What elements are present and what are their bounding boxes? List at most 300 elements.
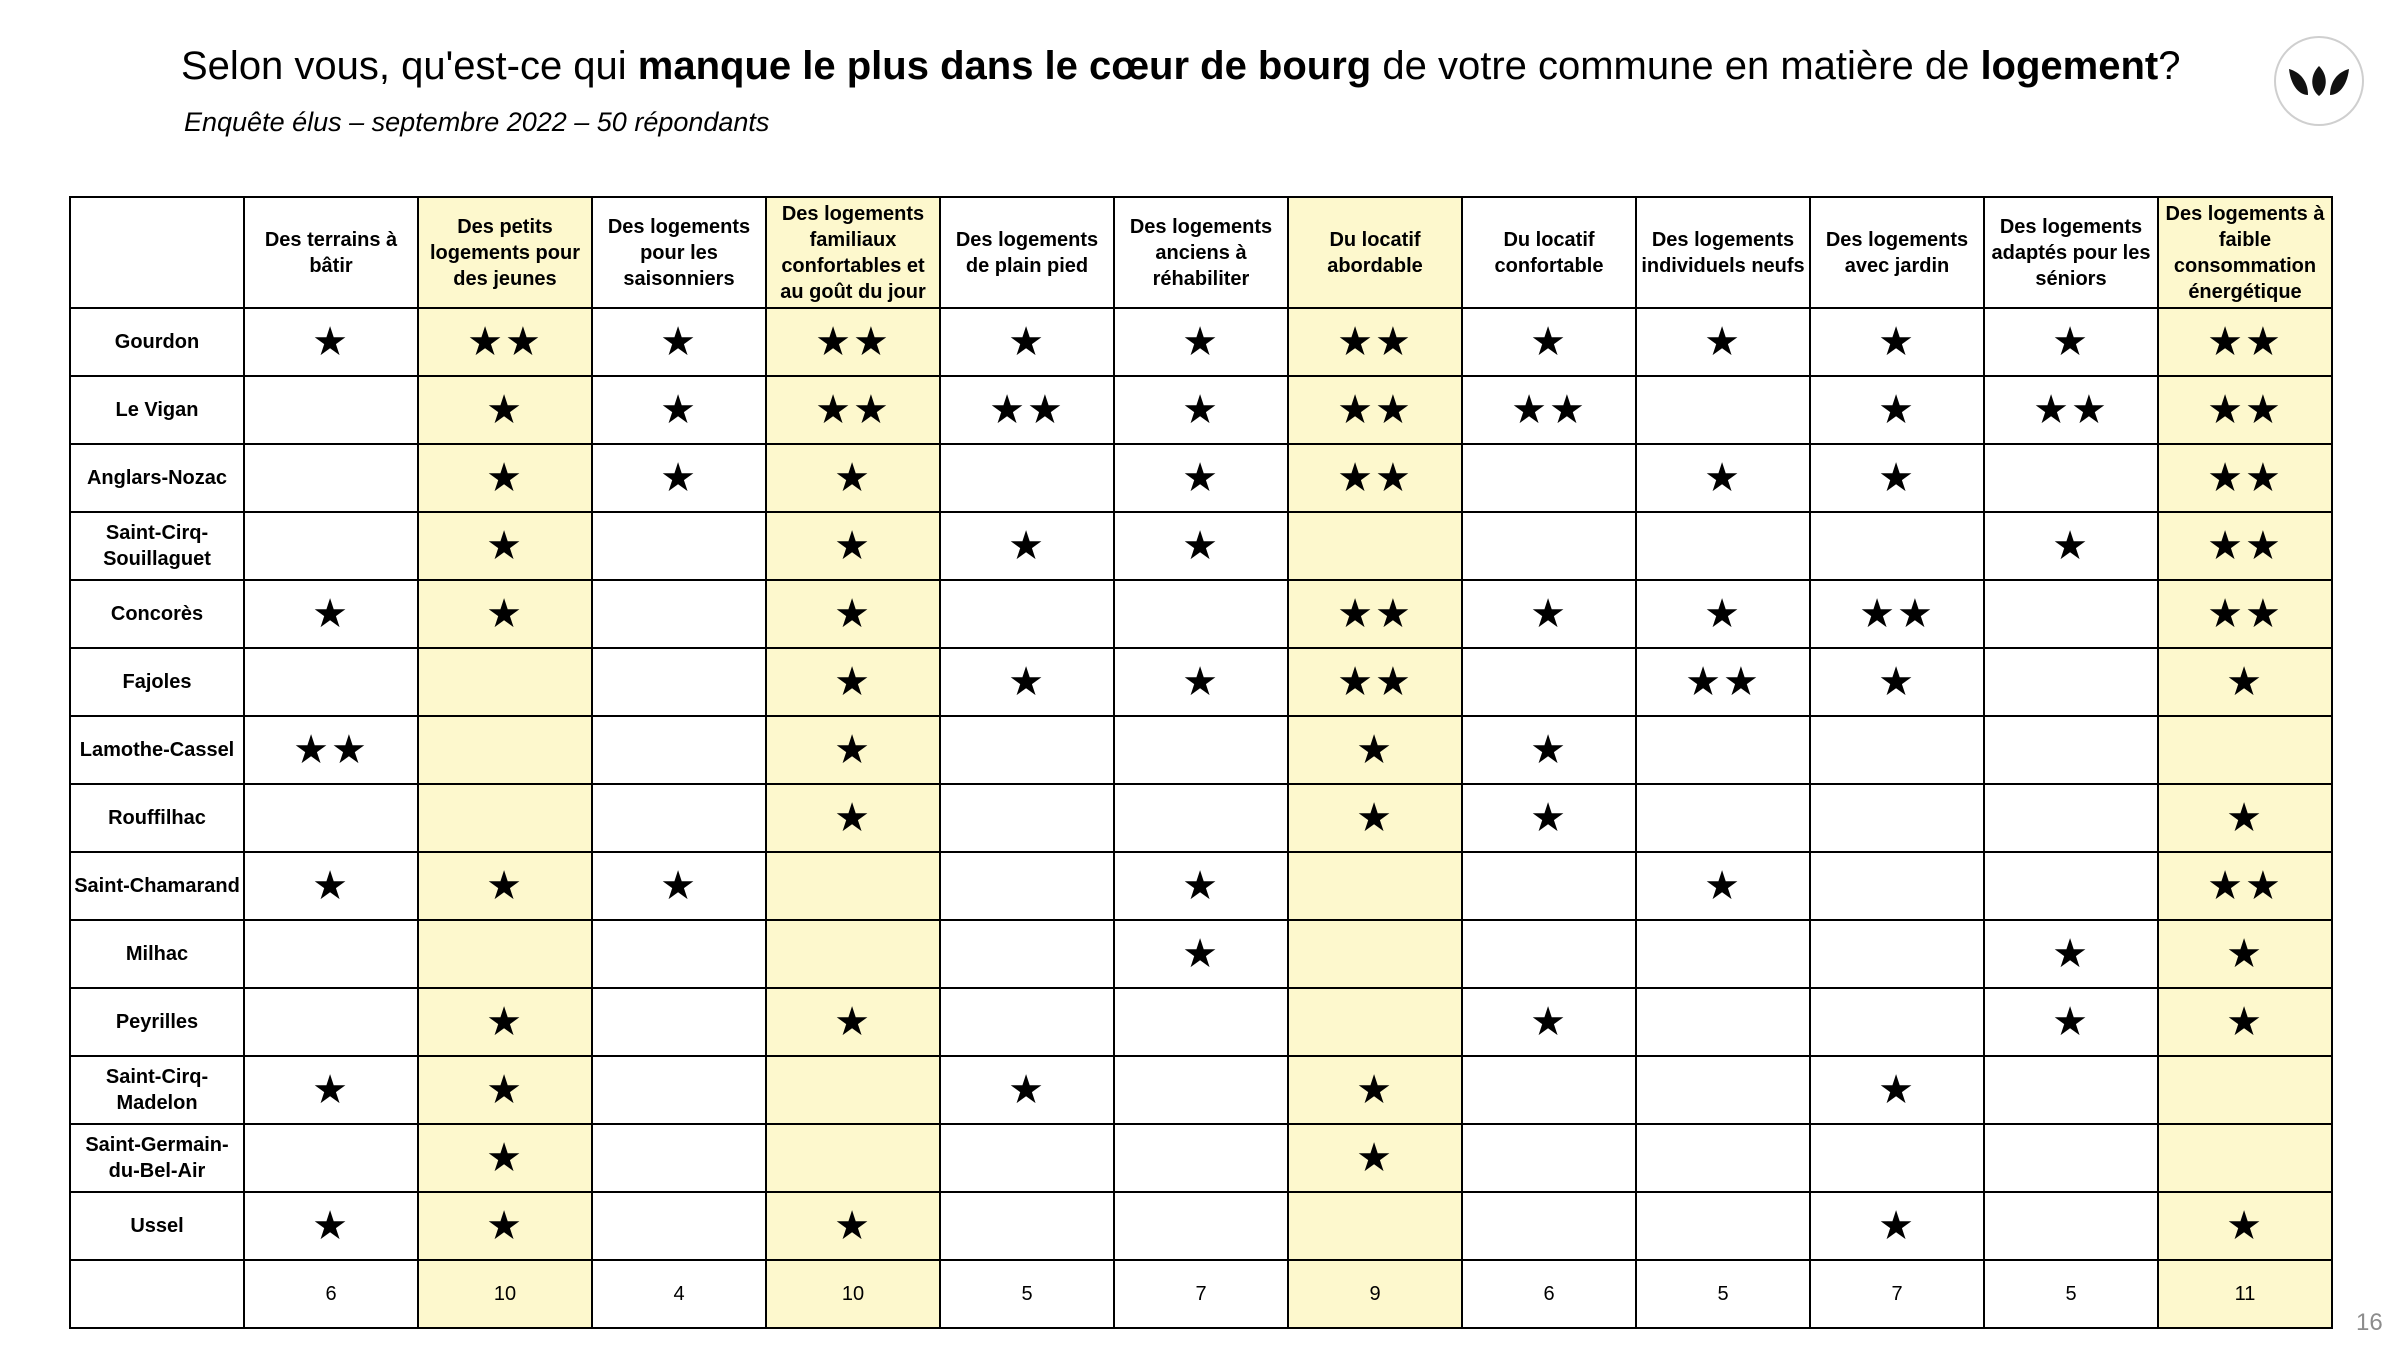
rating-cell xyxy=(940,920,1114,988)
commune-label: Anglars-Nozac xyxy=(70,444,244,512)
column-header xyxy=(1114,197,1288,308)
rating-cell xyxy=(766,376,940,444)
rating-cell xyxy=(940,308,1114,376)
star-icon: ★ xyxy=(1182,864,1220,908)
star-icon: ★ xyxy=(815,388,853,432)
rating-cell xyxy=(1114,852,1288,920)
header-row xyxy=(70,197,2332,308)
star-icon: ★ xyxy=(834,1204,872,1248)
rating-cell xyxy=(1114,920,1288,988)
total-count: 5 xyxy=(940,1260,1114,1328)
star-icon: ★ xyxy=(1511,388,1549,432)
column-header xyxy=(1462,197,1636,308)
star-icon: ★ xyxy=(1375,456,1413,500)
rating-cell xyxy=(1288,308,1462,376)
rating-cell xyxy=(418,580,592,648)
rating-cell xyxy=(1810,1192,1984,1260)
rating-cell xyxy=(244,308,418,376)
star-icon: ★ xyxy=(2207,320,2245,364)
star-icon: ★ xyxy=(1027,388,1065,432)
page-subtitle: Enquête élus – septembre 2022 – 50 répondants xyxy=(184,107,770,137)
star-icon: ★ xyxy=(2245,524,2283,568)
column-header xyxy=(2158,197,2332,308)
star-icon: ★ xyxy=(331,728,369,772)
rating-cell xyxy=(2158,920,2332,988)
star-icon: ★ xyxy=(2245,456,2283,500)
rating-cell xyxy=(1288,920,1462,988)
rating-cell xyxy=(1984,1056,2158,1124)
rating-cell xyxy=(1636,716,1810,784)
column-header-label: Du locatif abordable xyxy=(1327,228,1423,277)
rating-cell xyxy=(1636,376,1810,444)
total-count: 5 xyxy=(1984,1260,2158,1328)
rating-cell xyxy=(1984,512,2158,580)
star-icon: ★ xyxy=(1008,660,1046,704)
star-icon: ★ xyxy=(1356,728,1394,772)
rating-cell xyxy=(418,444,592,512)
star-icon: ★ xyxy=(834,592,872,636)
rating-cell xyxy=(766,444,940,512)
rating-cell xyxy=(1288,1124,1462,1192)
commune-label: Lamothe-Cassel xyxy=(70,716,244,784)
rating-cell xyxy=(1288,580,1462,648)
column-header-label: Des logements à faible consommation énergétique xyxy=(2165,202,2325,303)
star-icon: ★ xyxy=(1182,456,1220,500)
rating-cell xyxy=(1810,784,1984,852)
star-icon: ★ xyxy=(486,388,524,432)
rating-cell xyxy=(940,988,1114,1056)
rating-cell xyxy=(418,852,592,920)
star-icon: ★ xyxy=(2245,388,2283,432)
column-header-label: Des logements anciens à réhabiliter xyxy=(1129,215,1273,290)
total-count: 10 xyxy=(766,1260,940,1328)
rating-cell xyxy=(418,920,592,988)
rating-cell xyxy=(1114,648,1288,716)
commune-label: Fajoles xyxy=(70,648,244,716)
star-icon: ★ xyxy=(2245,864,2283,908)
rating-cell xyxy=(418,648,592,716)
star-icon: ★ xyxy=(1375,388,1413,432)
table-row xyxy=(70,444,2332,512)
star-icon: ★ xyxy=(312,1204,350,1248)
rating-cell xyxy=(1636,648,1810,716)
rating-cell xyxy=(244,784,418,852)
rating-cell xyxy=(1636,580,1810,648)
rating-cell xyxy=(940,852,1114,920)
column-header xyxy=(244,197,418,308)
star-icon: ★ xyxy=(2226,932,2264,976)
rating-cell xyxy=(592,1192,766,1260)
rating-cell xyxy=(1984,308,2158,376)
star-icon: ★ xyxy=(2245,320,2283,364)
rating-cell xyxy=(940,512,1114,580)
rating-cell xyxy=(592,784,766,852)
rating-cell xyxy=(940,648,1114,716)
star-icon: ★ xyxy=(312,864,350,908)
column-header xyxy=(940,197,1114,308)
rating-cell xyxy=(1636,1056,1810,1124)
rating-cell xyxy=(2158,784,2332,852)
star-icon: ★ xyxy=(2033,388,2071,432)
column-header xyxy=(418,197,592,308)
rating-cell xyxy=(1810,512,1984,580)
page-number: 16 xyxy=(2356,1309,2383,1336)
rating-cell xyxy=(592,988,766,1056)
rating-cell xyxy=(1288,784,1462,852)
rating-cell xyxy=(244,852,418,920)
star-icon: ★ xyxy=(467,320,505,364)
column-header xyxy=(766,197,940,308)
star-icon: ★ xyxy=(1375,320,1413,364)
corner-cell xyxy=(70,197,244,308)
star-icon: ★ xyxy=(834,456,872,500)
table-row xyxy=(70,716,2332,784)
table-row xyxy=(70,1056,2332,1124)
star-icon: ★ xyxy=(1337,660,1375,704)
column-header-label: Des logements pour les saisonniers xyxy=(607,215,751,290)
star-icon: ★ xyxy=(1182,524,1220,568)
star-icon: ★ xyxy=(312,320,350,364)
star-icon: ★ xyxy=(1530,728,1568,772)
rating-cell xyxy=(1984,784,2158,852)
rating-cell xyxy=(1462,512,1636,580)
rating-cell xyxy=(766,1124,940,1192)
star-icon: ★ xyxy=(1356,796,1394,840)
rating-cell xyxy=(1288,376,1462,444)
table-row xyxy=(70,376,2332,444)
rating-cell xyxy=(592,580,766,648)
column-header xyxy=(1636,197,1810,308)
rating-cell xyxy=(2158,376,2332,444)
star-icon: ★ xyxy=(312,1068,350,1112)
rating-cell xyxy=(2158,1192,2332,1260)
star-icon: ★ xyxy=(2207,388,2245,432)
rating-cell xyxy=(1810,1056,1984,1124)
rating-cell xyxy=(1810,444,1984,512)
rating-cell xyxy=(592,648,766,716)
rating-cell xyxy=(1636,1192,1810,1260)
rating-cell xyxy=(1810,1124,1984,1192)
rating-cell xyxy=(244,512,418,580)
rating-cell xyxy=(1114,580,1288,648)
rating-cell xyxy=(1462,716,1636,784)
star-icon: ★ xyxy=(505,320,543,364)
rating-cell xyxy=(766,716,940,784)
rating-cell xyxy=(418,784,592,852)
rating-cell xyxy=(2158,716,2332,784)
rating-cell xyxy=(1984,376,2158,444)
rating-cell xyxy=(1984,852,2158,920)
rating-cell xyxy=(766,308,940,376)
star-icon: ★ xyxy=(660,388,698,432)
table-row xyxy=(70,648,2332,716)
rating-cell xyxy=(1810,308,1984,376)
star-icon: ★ xyxy=(2071,388,2109,432)
rating-cell xyxy=(2158,852,2332,920)
star-icon: ★ xyxy=(1878,388,1916,432)
star-icon: ★ xyxy=(2226,1204,2264,1248)
table-row xyxy=(70,784,2332,852)
rating-cell xyxy=(1288,988,1462,1056)
rating-cell xyxy=(2158,444,2332,512)
rating-cell xyxy=(2158,512,2332,580)
rating-cell xyxy=(1114,308,1288,376)
rating-cell xyxy=(766,1192,940,1260)
rating-cell xyxy=(2158,1056,2332,1124)
star-icon: ★ xyxy=(486,524,524,568)
table-row xyxy=(70,580,2332,648)
star-icon: ★ xyxy=(1337,456,1375,500)
column-header-label: Des terrains à bâtir xyxy=(264,228,398,277)
rating-cell xyxy=(244,716,418,784)
survey-table xyxy=(69,196,2333,1329)
totals-label-cell xyxy=(70,1260,244,1328)
rating-cell xyxy=(1462,852,1636,920)
star-icon: ★ xyxy=(2052,524,2090,568)
rating-cell xyxy=(592,1124,766,1192)
total-count: 7 xyxy=(1114,1260,1288,1328)
rating-cell xyxy=(244,1124,418,1192)
star-icon: ★ xyxy=(1878,660,1916,704)
rating-cell xyxy=(418,512,592,580)
star-icon: ★ xyxy=(1530,1000,1568,1044)
commune-label: Saint-Chamarand xyxy=(70,852,244,920)
rating-cell xyxy=(1462,920,1636,988)
totals-row xyxy=(70,1260,2332,1328)
star-icon: ★ xyxy=(486,592,524,636)
star-icon: ★ xyxy=(2226,1000,2264,1044)
table-row xyxy=(70,920,2332,988)
rating-cell xyxy=(940,784,1114,852)
rating-cell xyxy=(1462,1124,1636,1192)
star-icon: ★ xyxy=(815,320,853,364)
star-icon: ★ xyxy=(1337,388,1375,432)
star-icon: ★ xyxy=(486,1204,524,1248)
total-count: 6 xyxy=(244,1260,418,1328)
rating-cell xyxy=(1810,920,1984,988)
star-icon: ★ xyxy=(1337,320,1375,364)
star-icon: ★ xyxy=(1375,660,1413,704)
rating-cell xyxy=(1636,852,1810,920)
star-icon: ★ xyxy=(1878,456,1916,500)
column-header-label: Des logements adaptés pour les séniors xyxy=(1991,215,2151,290)
rating-cell xyxy=(1462,1192,1636,1260)
rating-cell xyxy=(418,1192,592,1260)
table-row xyxy=(70,308,2332,376)
star-icon: ★ xyxy=(1008,320,1046,364)
commune-label: Ussel xyxy=(70,1192,244,1260)
rating-cell xyxy=(766,852,940,920)
rating-cell xyxy=(1114,1056,1288,1124)
rating-cell xyxy=(1114,1192,1288,1260)
rating-cell xyxy=(244,376,418,444)
star-icon: ★ xyxy=(989,388,1027,432)
rating-cell xyxy=(1462,308,1636,376)
rating-cell xyxy=(1636,1124,1810,1192)
rating-cell xyxy=(1984,988,2158,1056)
rating-cell xyxy=(1636,988,1810,1056)
star-icon: ★ xyxy=(486,456,524,500)
rating-cell xyxy=(1288,1056,1462,1124)
star-icon: ★ xyxy=(2052,320,2090,364)
star-icon: ★ xyxy=(486,1068,524,1112)
commune-label: Milhac xyxy=(70,920,244,988)
star-icon: ★ xyxy=(2052,1000,2090,1044)
rating-cell xyxy=(1462,444,1636,512)
rating-cell xyxy=(1636,444,1810,512)
rating-cell xyxy=(1288,512,1462,580)
column-header-label: Des logements avec jardin xyxy=(1825,228,1969,277)
rating-cell xyxy=(940,376,1114,444)
commune-label: Concorès xyxy=(70,580,244,648)
star-icon: ★ xyxy=(486,864,524,908)
rating-cell xyxy=(2158,648,2332,716)
star-icon: ★ xyxy=(1337,592,1375,636)
star-icon: ★ xyxy=(1704,320,1742,364)
rating-cell xyxy=(1984,444,2158,512)
star-icon: ★ xyxy=(853,320,891,364)
star-icon: ★ xyxy=(834,1000,872,1044)
rating-cell xyxy=(244,648,418,716)
rating-cell xyxy=(418,1056,592,1124)
star-icon: ★ xyxy=(1530,796,1568,840)
rating-cell xyxy=(1810,376,1984,444)
rating-cell xyxy=(940,1124,1114,1192)
star-icon: ★ xyxy=(1859,592,1897,636)
rating-cell xyxy=(1462,1056,1636,1124)
rating-cell xyxy=(940,444,1114,512)
table-row xyxy=(70,1124,2332,1192)
star-icon: ★ xyxy=(1878,320,1916,364)
rating-cell xyxy=(592,852,766,920)
rating-cell xyxy=(1288,716,1462,784)
rating-cell xyxy=(1636,784,1810,852)
commune-label: Saint-Cirq-Souillaguet xyxy=(70,512,244,580)
star-icon: ★ xyxy=(660,320,698,364)
star-icon: ★ xyxy=(1182,660,1220,704)
star-icon: ★ xyxy=(834,796,872,840)
column-header xyxy=(1984,197,2158,308)
star-icon: ★ xyxy=(2207,864,2245,908)
star-icon: ★ xyxy=(2207,456,2245,500)
rating-cell xyxy=(1114,376,1288,444)
rating-cell xyxy=(592,1056,766,1124)
star-icon: ★ xyxy=(660,456,698,500)
star-icon: ★ xyxy=(486,1000,524,1044)
rating-cell xyxy=(766,648,940,716)
rating-cell xyxy=(592,376,766,444)
total-count: 9 xyxy=(1288,1260,1462,1328)
star-icon: ★ xyxy=(293,728,331,772)
rating-cell xyxy=(1810,648,1984,716)
star-icon: ★ xyxy=(2052,932,2090,976)
star-icon: ★ xyxy=(2226,660,2264,704)
rating-cell xyxy=(940,1056,1114,1124)
rating-cell xyxy=(244,1192,418,1260)
rating-cell xyxy=(1288,1192,1462,1260)
column-header xyxy=(592,197,766,308)
total-count: 5 xyxy=(1636,1260,1810,1328)
rating-cell xyxy=(1636,308,1810,376)
rating-cell xyxy=(1114,716,1288,784)
rating-cell xyxy=(1114,512,1288,580)
rating-cell xyxy=(1984,580,2158,648)
star-icon: ★ xyxy=(853,388,891,432)
star-icon: ★ xyxy=(1723,660,1761,704)
star-icon: ★ xyxy=(2226,796,2264,840)
rating-cell xyxy=(766,784,940,852)
total-count: 7 xyxy=(1810,1260,1984,1328)
commune-label: Peyrilles xyxy=(70,988,244,1056)
rating-cell xyxy=(244,580,418,648)
rating-cell xyxy=(1810,580,1984,648)
rating-cell xyxy=(1984,920,2158,988)
rating-cell xyxy=(766,1056,940,1124)
rating-cell xyxy=(1636,512,1810,580)
rating-cell xyxy=(1462,376,1636,444)
star-icon: ★ xyxy=(1530,592,1568,636)
rating-cell xyxy=(766,512,940,580)
rating-cell xyxy=(1984,716,2158,784)
star-icon: ★ xyxy=(1897,592,1935,636)
total-count: 10 xyxy=(418,1260,592,1328)
rating-cell xyxy=(1984,1124,2158,1192)
star-icon: ★ xyxy=(1008,524,1046,568)
star-icon: ★ xyxy=(1685,660,1723,704)
star-icon: ★ xyxy=(1182,388,1220,432)
rating-cell xyxy=(1114,444,1288,512)
rating-cell xyxy=(1462,784,1636,852)
rating-cell xyxy=(418,308,592,376)
rating-cell xyxy=(1114,1124,1288,1192)
star-icon: ★ xyxy=(834,728,872,772)
table-row xyxy=(70,988,2332,1056)
star-icon: ★ xyxy=(486,1136,524,1180)
rating-cell xyxy=(1462,580,1636,648)
rating-cell xyxy=(2158,988,2332,1056)
star-icon: ★ xyxy=(2245,592,2283,636)
rating-cell xyxy=(940,580,1114,648)
rating-cell xyxy=(1288,444,1462,512)
rating-cell xyxy=(766,920,940,988)
rating-cell xyxy=(1984,1192,2158,1260)
column-header-label: Des logements de plain pied xyxy=(955,228,1099,277)
star-icon: ★ xyxy=(1704,456,1742,500)
total-count: 11 xyxy=(2158,1260,2332,1328)
rating-cell xyxy=(2158,308,2332,376)
rating-cell xyxy=(1810,716,1984,784)
rating-cell xyxy=(592,308,766,376)
rating-cell xyxy=(592,512,766,580)
rating-cell xyxy=(244,444,418,512)
star-icon: ★ xyxy=(2207,524,2245,568)
rating-cell xyxy=(418,716,592,784)
star-icon: ★ xyxy=(660,864,698,908)
rating-cell xyxy=(1114,784,1288,852)
rating-cell xyxy=(244,920,418,988)
rating-cell xyxy=(244,1056,418,1124)
star-icon: ★ xyxy=(1375,592,1413,636)
column-header-label: Du locatif confortable xyxy=(1494,228,1604,277)
rating-cell xyxy=(1114,988,1288,1056)
rating-cell xyxy=(940,1192,1114,1260)
rating-cell xyxy=(592,920,766,988)
rating-cell xyxy=(1288,648,1462,716)
column-header-label: Des logements individuels neufs xyxy=(1641,228,1805,277)
rating-cell xyxy=(1288,852,1462,920)
rating-cell xyxy=(1636,920,1810,988)
star-icon: ★ xyxy=(1008,1068,1046,1112)
